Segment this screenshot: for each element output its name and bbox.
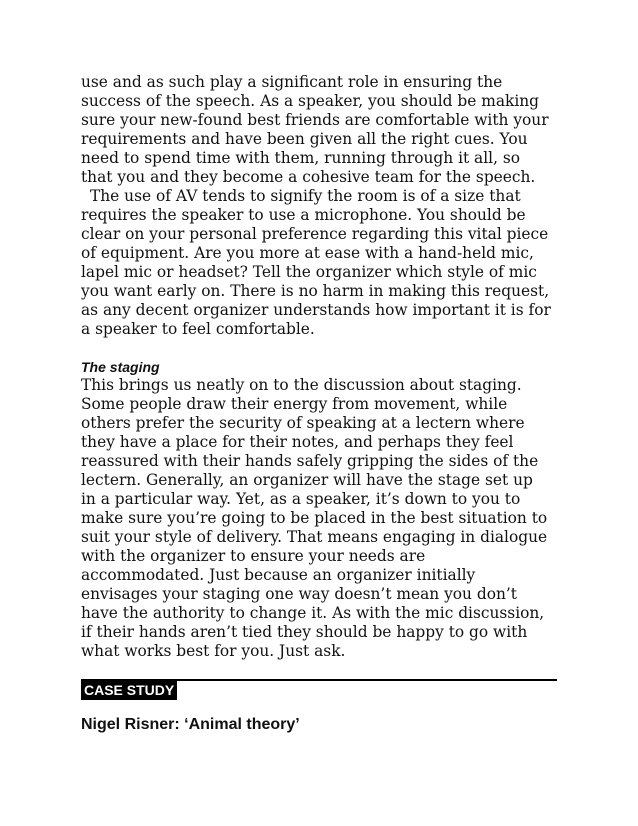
text-line: a speaker to feel comfortable.: [81, 320, 315, 338]
text-line: sure your new-found best friends are comfortable with your: [81, 111, 549, 129]
paragraph-microphone: [81, 187, 561, 339]
text-line: The use of AV tends to signify the room is of a size that: [90, 187, 521, 205]
text-line: clear on your personal preference regarding this vital piece: [81, 225, 549, 243]
text-line: of equipment. Are you more at ease with a hand-held mic,: [81, 244, 534, 262]
text-line: success of the speech. As a speaker, you should be making: [81, 92, 540, 110]
case-study-label: CASE STUDY: [81, 681, 177, 700]
text-line: This brings us neatly on to the discussion about staging.: [81, 376, 522, 394]
text-line: make sure you’re going to be placed in the best situation to: [81, 509, 548, 527]
text-line: requires the speaker to use a microphone. You should be: [81, 206, 526, 224]
text-line: if their hands aren’t tied they should be happy to go with: [81, 623, 528, 641]
text-line: suit your style of delivery. That means engaging in dialogue: [81, 528, 548, 546]
text-line: with the organizer to ensure your needs are: [81, 547, 426, 565]
text-line: requirements and have been given all the right cues. You: [81, 130, 528, 148]
text-line: lectern. Generally, an organizer will have the stage set up: [81, 471, 533, 489]
text-line: have the authority to change it. As with the mic discussion,: [81, 604, 545, 622]
text-line: they have a place for their notes, and perhaps they feel: [81, 433, 514, 451]
case-study-title: Nigel Risner: ‘Animal theory’: [81, 716, 300, 733]
text-line: others prefer the security of speaking at a lectern where: [81, 414, 525, 432]
text-line: Some people draw their energy from movement, while: [81, 395, 508, 413]
paragraph-av-team: [81, 73, 561, 187]
text-line: in a particular way. Yet, as a speaker, it’s down to you to: [81, 490, 521, 508]
text-line: as any decent organizer understands how important it is for: [81, 301, 551, 319]
text-line: lapel mic or headset? Tell the organizer which style of mic: [81, 263, 537, 281]
text-line: accommodated. Just because an organizer initially: [81, 566, 476, 584]
text-line: you want early on. There is no harm in making this request,: [81, 282, 550, 300]
text-line: envisages your staging one way doesn’t mean you don’t: [81, 585, 517, 603]
text-line: need to spend time with them, running through it all, so: [81, 149, 521, 167]
text-line: use and as such play a significant role in ensuring the: [81, 73, 503, 91]
paragraph-staging: [81, 376, 561, 661]
text-line: that you and they become a cohesive team for the speech.: [81, 168, 536, 186]
section-heading-staging: The staging: [81, 359, 160, 375]
text-line: reassured with their hands safely gripping the sides of the: [81, 452, 539, 470]
text-line: what works best for you. Just ask.: [81, 642, 346, 660]
book-page: [81, 73, 561, 733]
